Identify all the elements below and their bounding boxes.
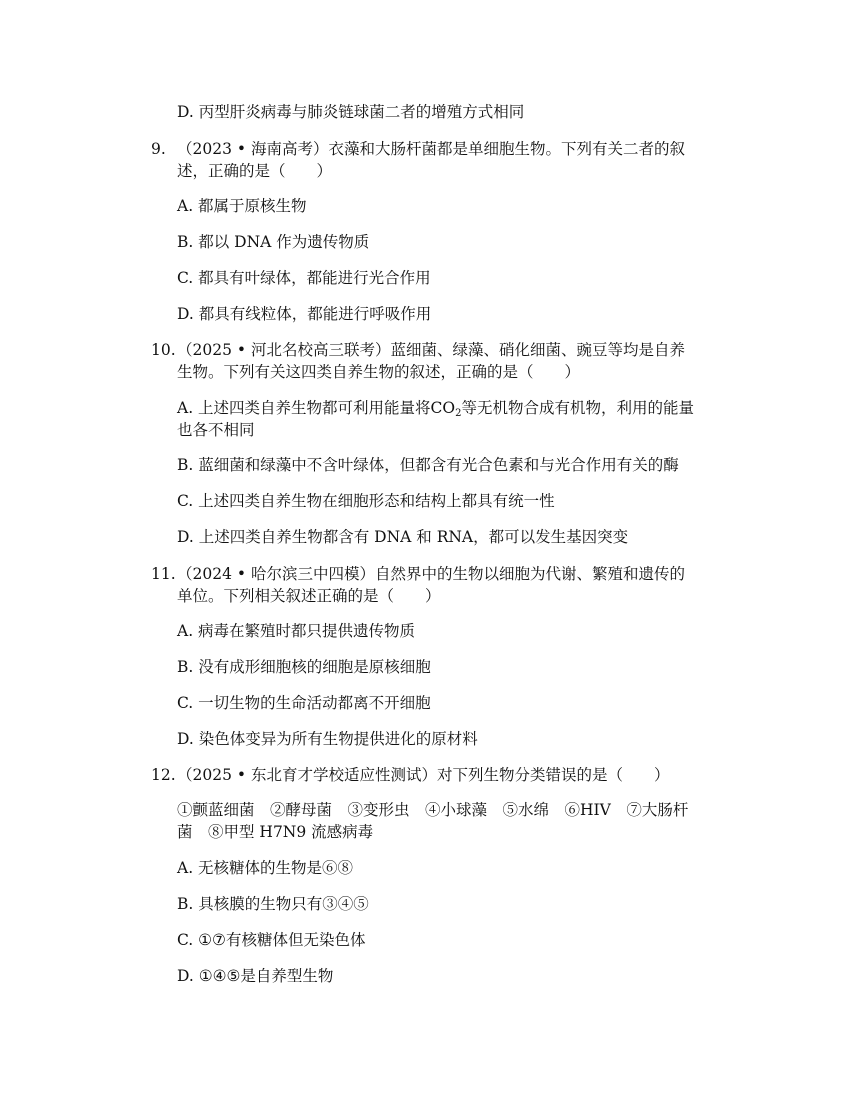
q10-option-a-part2: 等无机物合成有机物，利用的能量 — [461, 399, 695, 417]
q12-organism-list-line2: 菌 ⑧甲型 H7N9 流感病毒 — [177, 823, 374, 841]
q12-option-d: D. ①④⑤是自养型生物 — [177, 967, 334, 985]
q8-option-d: D. 丙型肝炎病毒与肺炎链球菌二者的增殖方式相同 — [177, 103, 525, 121]
q10-option-a-part1: A. 上述四类自养生物都可利用能量将CO — [177, 399, 456, 417]
q10-option-c: C. 上述四类自养生物在细胞形态和结构上都具有统一性 — [177, 492, 555, 510]
q10-option-d: D. 上述四类自养生物都含有 DNA 和 RNA，都可以发生基因突变 — [177, 528, 629, 546]
q11-option-a: A. 病毒在繁殖时都只提供遗传物质 — [177, 622, 416, 640]
q9-option-a: A. 都属于原核生物 — [177, 197, 307, 215]
q9-option-c: C. 都具有叶绿体，都能进行光合作用 — [177, 269, 431, 287]
q9-option-d: D. 都具有线粒体，都能进行呼吸作用 — [177, 305, 432, 323]
q11-option-c: C. 一切生物的生命活动都离不开细胞 — [177, 694, 431, 712]
q9-number: 9. — [151, 140, 166, 158]
q11-number: 11. — [151, 565, 176, 583]
q11-stem-line1: （2024 • 哈尔滨三中四模）自然界中的生物以细胞为代谢、繁殖和遗传的 — [177, 565, 685, 583]
q10-stem-line1: （2025 • 河北名校高三联考）蓝细菌、绿藻、硝化细菌、豌豆等均是自养 — [177, 341, 685, 359]
q11-stem-line2: 单位。下列相关叙述正确的是（ ） — [177, 587, 441, 605]
q10-stem-line2: 生物。下列有关这四类自养生物的叙述，正确的是（ ） — [177, 363, 581, 381]
q10-option-b: B. 蓝细菌和绿藻中不含叶绿体，但都含有光合色素和与光合作用有关的酶 — [177, 456, 679, 474]
q9-option-b: B. 都以 DNA 作为遗传物质 — [177, 233, 370, 251]
q12-organism-list-line1: ①颤蓝细菌 ②酵母菌 ③变形虫 ④小球藻 ⑤水绵 ⑥HIV ⑦大肠杆 — [177, 801, 689, 819]
q12-option-b: B. 具核膜的生物只有③④⑤ — [177, 895, 369, 913]
q12-option-a: A. 无核糖体的生物是⑥⑧ — [177, 859, 354, 877]
q10-option-a-subscript: 2 — [455, 408, 462, 419]
q10-option-a-line2: 也各不相同 — [177, 421, 255, 439]
q12-stem-line1: （2025 • 东北育才学校适应性测试）对下列生物分类错误的是（ ） — [177, 766, 670, 784]
q12-number: 12. — [151, 766, 176, 784]
q11-option-d: D. 染色体变异为所有生物提供进化的原材料 — [177, 730, 478, 748]
q10-number: 10. — [151, 341, 176, 359]
q9-stem-line1: （2023 • 海南高考）衣藻和大肠杆菌都是单细胞生物。下列有关二者的叙 — [177, 140, 685, 158]
q12-option-c: C. ①⑦有核糖体但无染色体 — [177, 931, 366, 949]
q9-stem-line2: 述，正确的是（ ） — [177, 162, 333, 180]
q11-option-b: B. 没有成形细胞核的细胞是原核细胞 — [177, 658, 431, 676]
